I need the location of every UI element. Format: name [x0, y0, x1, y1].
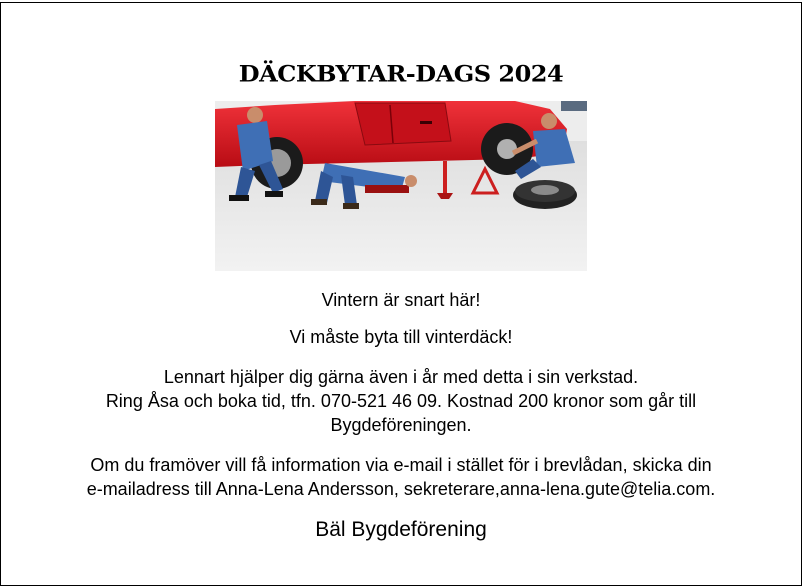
booking-line: Ring Åsa och boka tid, tfn. 070-521 46 09. Kostnad 200 kronor som går till [105, 391, 697, 411]
email-paragraph [1, 453, 801, 501]
booking-line: Bygdeföreningen. [330, 415, 472, 435]
car-tire-change-photo [215, 101, 587, 271]
email-line: Om du framöver vill få information via e-mail i stället för i brevlådan, skicka din [90, 455, 712, 475]
document-page [0, 2, 802, 586]
email-line: e-mailadress till Anna-Lena Andersson, sekreterare,anna-lena.gute@telia.com. [86, 479, 716, 499]
page-title: DÄCKBYTAR-DAGS 2024 [238, 59, 564, 88]
signature: Bäl Bygdeförening [315, 518, 487, 541]
booking-line: Lennart hjälper dig gärna även i år med detta i sin verkstad. [163, 367, 639, 387]
booking-paragraph [1, 365, 801, 437]
intro-paragraph: Vintern är snart här! [321, 290, 481, 310]
photo-illustration [215, 101, 587, 271]
reminder-paragraph: Vi måste byta till vinterdäck! [289, 327, 513, 347]
